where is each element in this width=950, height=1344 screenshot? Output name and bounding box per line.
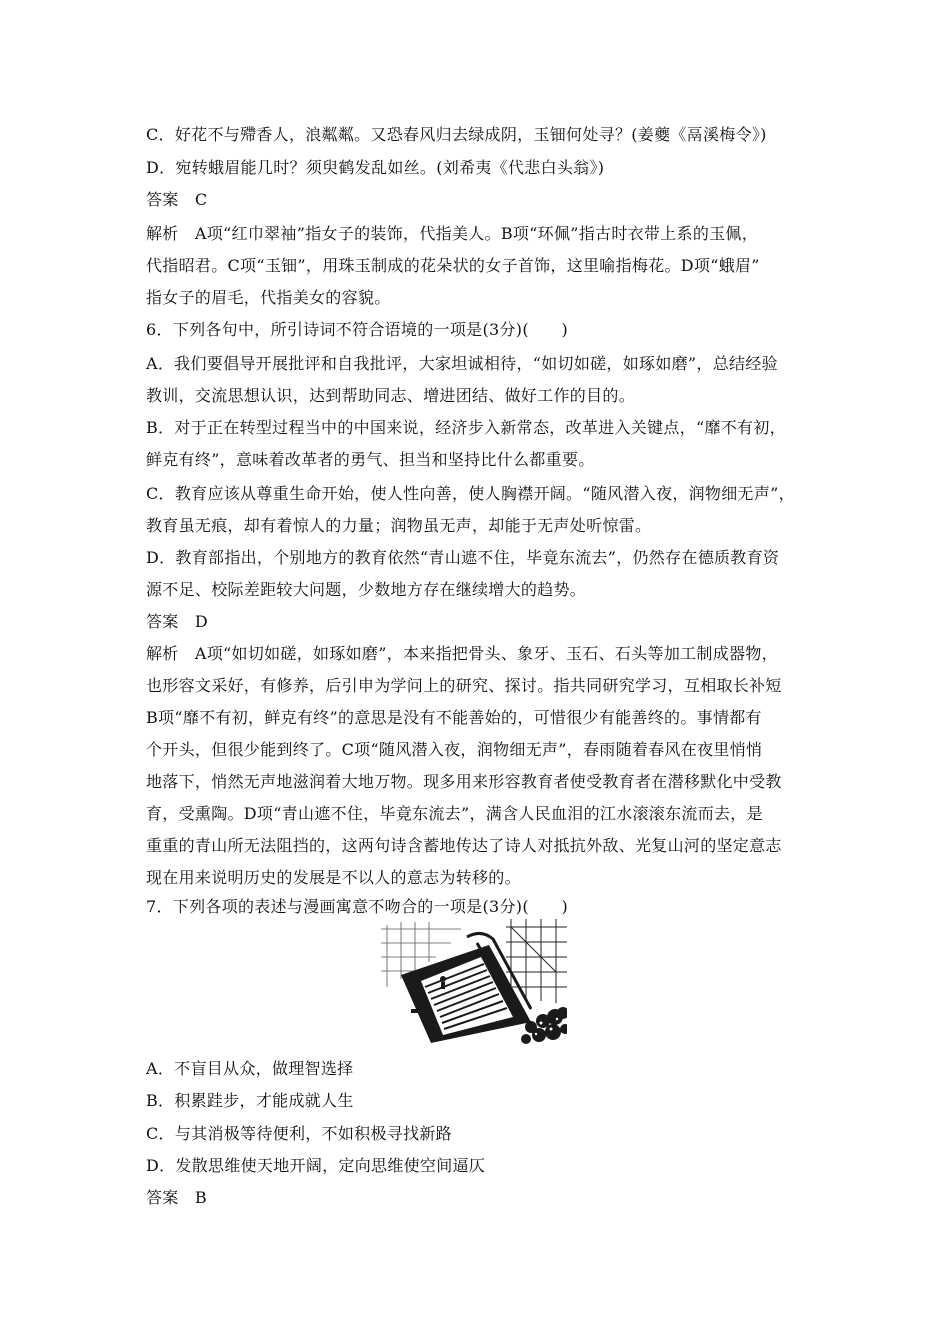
question-7-stem: 7．下列各项的表述与漫画寓意不吻合的一项是(3分)( )	[146, 897, 569, 916]
barrier	[411, 1009, 425, 1013]
option-c-line: C．好花不与殢香人，浪粼粼。又恐春风归去绿成阴，玉钿何处寻？(姜夔《鬲溪梅令》)	[146, 125, 767, 144]
option-b-line: 鲜克有终”，意味着改革者的勇气、担当和坚持比什么都重要。	[146, 450, 595, 469]
analysis-line: 地落下，悄然无声地滋润着大地万物。现多用来形容教育者使受教育者在潜移默化中受教	[146, 772, 782, 791]
analysis-line: 代指昭君。C项“玉钿”，用珠玉制成的花朵状的女子首饰，这里喻指梅花。D项“蛾眉”	[146, 256, 760, 275]
option-a-line: A．不盲目从众，做理智选择	[146, 1059, 354, 1078]
option-d-line: D．发散思维使天地开阔，定向思维使空间逼仄	[146, 1156, 486, 1175]
option-d-line: 源不足、校际差距较大问题，少数地方存在继续增大的趋势。	[146, 580, 587, 599]
analysis-line: 也形容文采好，有修养，后引申为学问上的研究、探讨。指共同研究学习，互相取长补短	[146, 676, 782, 695]
cartoon-drawing	[381, 917, 567, 1047]
question-6-stem: 6．下列各句中，所引诗词不符合语境的一项是(3分)( )	[146, 320, 569, 339]
analysis-line: 重重的青山所无法阻挡的，这两句诗含蓄地传达了诗人对抵抗外敌、光复山河的坚定意志	[146, 836, 782, 855]
person	[440, 976, 446, 982]
option-c-line: 教育虽无痕，却有着惊人的力量；润物虽无声，却能于无声处听惊雷。	[146, 516, 652, 535]
analysis-line: 现在用来说明历史的发展是不以人的意志为转移的。	[146, 868, 521, 887]
option-b-line: B．对于正在转型过程当中的中国来说，经济步入新常态，改革进入关键点，“靡不有初，	[146, 418, 786, 437]
option-d-line: D．教育部指出，个别地方的教育依然“青山遮不住，毕竟东流去”，仍然存在德质教育资	[146, 548, 780, 567]
option-c-line: C．与其消极等待便利，不如积极寻找新路	[146, 1124, 452, 1143]
option-a-line: A．我们要倡导开展批评和自我批评，大家坦诚相待，“如切如磋，如琢如磨”，总结经验	[146, 354, 778, 373]
analysis-line: 解析 A项“如切如磋，如琢如磨”，本来指把骨头、象牙、玉石、石头等加工制成器物，	[146, 644, 778, 663]
option-b-line: B．积累跬步，才能成就人生	[146, 1091, 354, 1110]
analysis-line: B项“靡不有初，鲜克有终”的意思是没有不能善始的，可惜很少有能善终的。事情都有	[146, 708, 762, 727]
answer-line: 答案 B	[146, 1188, 207, 1207]
option-c-line: C．教育应该从尊重生命开始，使人性向善，使人胸襟开阔。“随风潜入夜，润物细无声”，	[146, 484, 795, 503]
analysis-line: 育，受熏陶。D项“青山遮不住，毕竟东流去”，满含人民血泪的江水滚滚东流而去，是	[146, 804, 763, 823]
person-body	[441, 982, 445, 989]
analysis-line: 指女子的眉毛，代指美女的容貌。	[146, 288, 391, 307]
analysis-line: 个开头，但很少能到终了。C项“随风潜入夜，润物细无声”，春雨随着春风在夜里悄悄	[146, 740, 763, 759]
option-d-line: D．宛转蛾眉能几时？须臾鹤发乱如丝。(刘希夷《代悲白头翁》)	[146, 158, 605, 177]
cartoon-image	[381, 917, 567, 1047]
answer-line: 答案 C	[146, 190, 208, 209]
analysis-line: 解析 A项“红巾翠袖”指女子的装饰，代指美人。B项“环佩”指古时衣带上系的玉佩，	[146, 224, 759, 243]
option-a-line: 教训，交流思想认识，达到帮助同志、增进团结、做好工作的目的。	[146, 386, 636, 405]
answer-line: 答案 D	[146, 612, 209, 631]
